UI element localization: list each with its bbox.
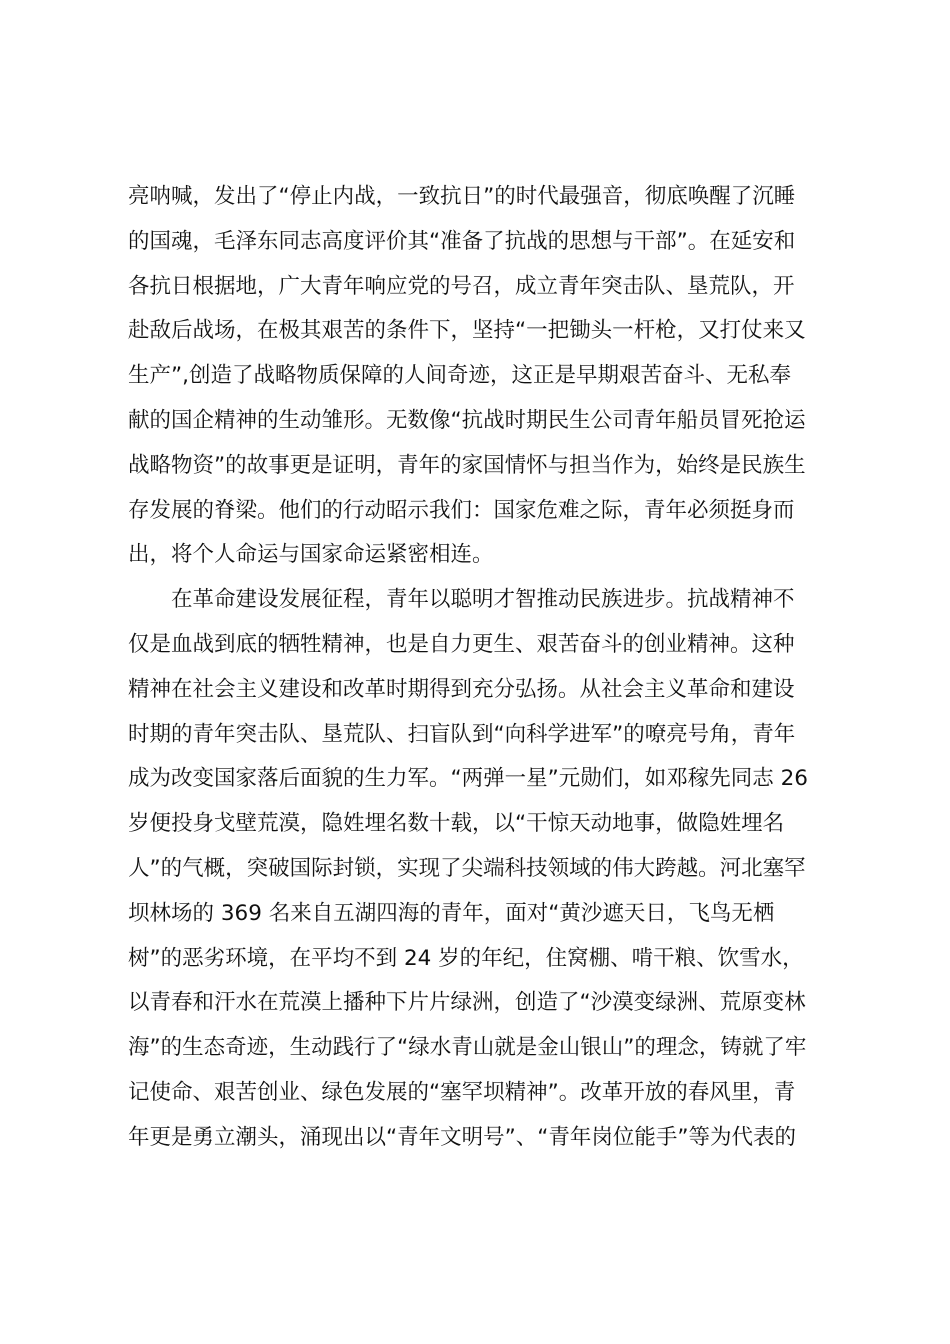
text-line: 树”的恶劣环境，在平均不到 24 岁的年纪，住窝棚、啃干粮、饮雪水， [128,945,804,971]
text-line: 海”的生态奇迹，生动践行了“绿水青山就是金山银山”的理念，铸就了牢 [128,1035,807,1061]
text-line: 各抗日根据地，广大青年响应党的号召，成立青年突击队、垦荒队，开 [128,273,795,299]
text-line: 献的国企精神的生动雏形。无数像“抗战时期民生公司青年船员冒死抢运 [128,407,806,433]
text-line: 记使命、艰苦创业、绿色发展的“塞罕坝精神”。改革开放的春风里，青 [128,1079,796,1105]
body-text [128,175,828,1161]
text-line: 赴敌后战场，在极其艰苦的条件下，坚持“一把锄头一杆枪，又打仗来又 [128,318,806,344]
text-line: 以青春和汗水在荒漠上播种下片片绿洲，创造了“沙漠变绿洲、荒原变林 [128,990,806,1016]
text-line: 坝林场的 369 名来自五湖四海的青年，面对“黄沙遮天日，飞鸟无栖 [128,900,775,926]
text-line: 在革命建设发展征程，青年以聪明才智推动民族进步。抗战精神不 [171,587,795,613]
text-line: 出，将个人命运与国家命运紧密相连。 [128,542,494,568]
text-line: 人”的气概，突破国际封锁，实现了尖端科技领域的伟大跨越。河北塞罕 [128,855,806,881]
text-line: 精神在社会主义建设和改革时期得到充分弘扬。从社会主义革命和建设 [128,676,795,702]
text-line: 的国魂，毛泽东同志高度评价其“准备了抗战的思想与干部”。在延安和 [128,228,796,254]
text-line: 存发展的脊梁。他们的行动昭示我们：国家危难之际，青年必须挺身而 [128,497,795,523]
text-line: 成为改变国家落后面貌的生力军。“两弹一星”元勋们，如邓稼先同志 26 [128,766,808,792]
text-line: 战略物资”的故事更是证明，青年的家国情怀与担当作为，始终是民族生 [128,452,806,478]
text-line: 亮呐喊，发出了“停止内战，一致抗日”的时代最强音，彻底唤醒了沉睡 [128,184,796,209]
text-line: 生产”,创造了战略物质保障的人间奇迹，这正是早期艰苦奋斗、无私奉 [128,363,791,389]
text-line: 年更是勇立潮头，涌现出以“青年文明号”、“青年岗位能手”等为代表的 [128,1124,797,1150]
text-line: 时期的青年突击队、垦荒队、扫盲队到“向科学进军”的嘹亮号角，青年 [128,721,796,747]
text-line: 岁便投身戈壁荒漠，隐姓埋名数十载，以“干惊天动地事，做隐姓埋名 [128,811,785,837]
text-line: 仅是血战到底的牺牲精神，也是自力更生、艰苦奋斗的创业精神。这种 [128,631,795,657]
paragraph [128,578,828,1160]
paragraph [128,175,828,578]
